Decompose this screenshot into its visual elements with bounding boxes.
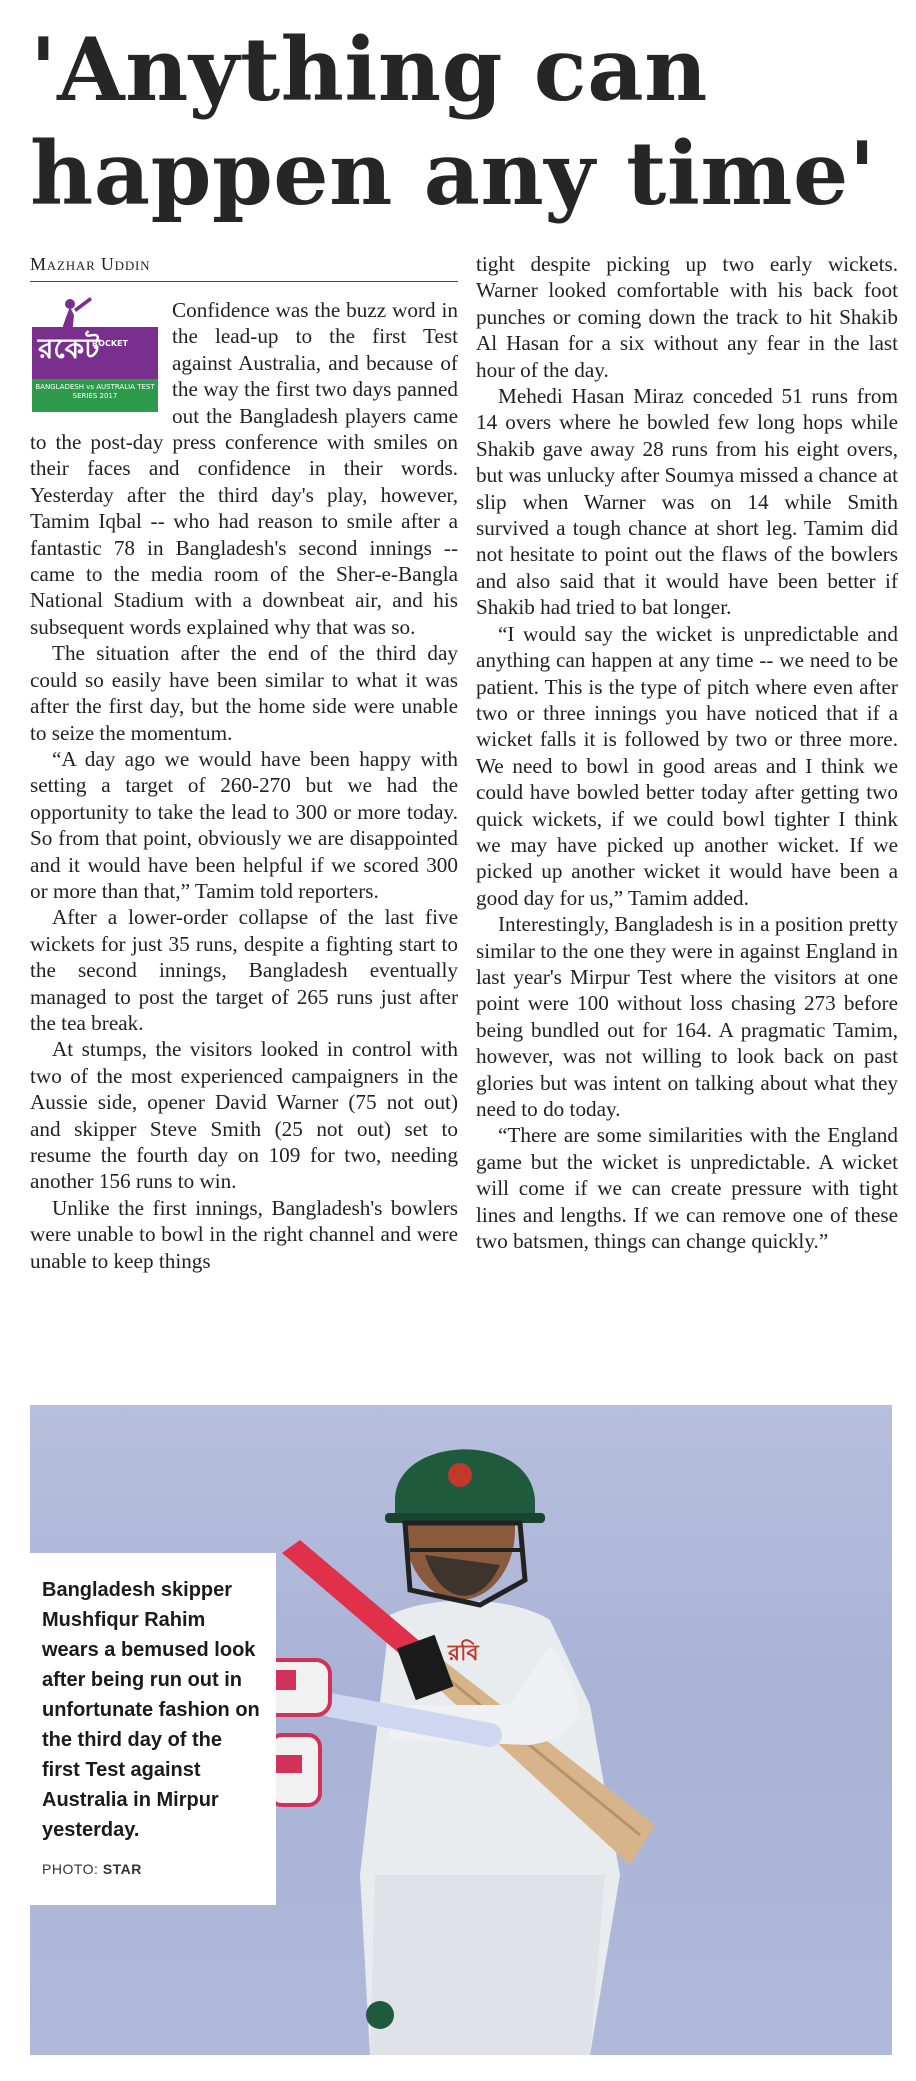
- logo-wordmark: রকেট: [38, 332, 100, 365]
- team-crest-icon: [448, 1463, 472, 1487]
- paragraph: Interestingly, Bangladesh is in a position pretty similar to the one they were in against England in last year's Mirpur Test where the visitors at one point were 100 without loss chasing 273 before being bundled out for 164. A pragmatic Tamim, however, was not willing to look back on past glories but was intent on talking about what they need to do today.: [476, 912, 898, 1121]
- paragraph: At stumps, the visitors looked in control with two of the most experienced campaigners in the Aussie side, opener David Warner (75 not out) and skipper Steve Smith (25 not out) set to resume the fourth day on 109 for two, needing another 156 runs to win.: [30, 1037, 458, 1194]
- paragraph: “There are some similarities with the England game but the wicket is unpredictable. A wicket will come if we can create pressure with tight lines and lengths. If we can remove one of these two batsmen, things can change quickly.”: [476, 1123, 898, 1254]
- photo-caption: Bangladesh skipper Mushfiqur Rahim wears a bemused look after being run out in unfortunate fashion on the third day of the first Test against Australia in Mirpur yesterday.: [42, 1579, 260, 1841]
- byline: Mazhar Uddin: [30, 254, 458, 282]
- photo-caption-box: [30, 1553, 276, 1905]
- paragraph: “I would say the wicket is unpredictable and anything can happen at any time -- we need to be patient. This is the type of pitch where even after two or three innings you have noticed that if a wicket falls it is followed by two or three more. We need to bowl in good areas and I think we could have bowled better today after getting two quick wickets, if we could bowl tighter I think we may have picked up another wicket. If we picked up another wicket it would have been a good day for us,” Tamim added.: [476, 621, 898, 910]
- photo-credit-source: STAR: [102, 1861, 142, 1877]
- sponsor-logo: রবি: [448, 1641, 479, 1666]
- rocket-series-logo: [30, 297, 160, 425]
- article-column-1: [30, 297, 458, 1274]
- photo-credit: [42, 1861, 262, 1877]
- headline: 'Anything can happen any time': [30, 18, 876, 225]
- paragraph: Confidence was the buzz word in the lead-up to the first Test against Australia, and because of the way the first two days panned out the Bangladesh players came to the post-day press conference with smiles on their faces and confidence in their words. Yesterday after the third day's play, however, Tamim Iqbal -- who had reason to smile after a fantastic 78 in Bangladesh's second innings -- came to the media room of the Sher-e-Bangla National Stadium with a downbeat air, and his subsequent words explained why that was so.: [30, 298, 458, 639]
- paragraph: Mehedi Hasan Miraz conceded 51 runs from 14 overs where he bowled few long hops while Shakib gave away 28 runs from his eight overs, but was unlucky after Soumya missed a chance at slip when Warner was on 14 while Smith survived a tough chance at short leg. Tamim did not hesitate to point out the flaws of the bowlers and also said that it would have been better if Shakib had tried to bat longer.: [476, 384, 898, 620]
- paragraph: Unlike the first innings, Bangladesh's bowlers were unable to bowl in the right channel and were unable to keep things: [30, 1195, 458, 1273]
- logo-subtitle: BANGLADESH vs AUSTRALIA TEST SERIES 2017: [35, 383, 155, 400]
- photo-credit-label: PHOTO:: [42, 1861, 99, 1877]
- logo-small-text: ROCKET: [92, 339, 128, 348]
- paragraph: The situation after the end of the third day could so easily have been similar to what it was after the first day, but the home side were unable to seize the momentum.: [30, 641, 458, 745]
- paragraph: “A day ago we would have been happy with setting a target of 260-270 but we had the opportunity to take the lead to 300 or more today. So from that point, obviously we are disappointed and it would have been helpful if we scored 300 or more than that,” Tamim told reporters.: [30, 746, 458, 903]
- paragraph: After a lower-order collapse of the last five wickets for just 35 runs, despite a fighting start to the second innings, Bangladesh eventually managed to post the target of 265 runs just after the tea break.: [30, 905, 458, 1035]
- paragraph: tight despite picking up two early wickets. Warner looked comfortable with his back foot punches or coming down the track to hit Shakib Al Hasan for a six without any fear in the last hour of the day.: [476, 252, 898, 382]
- article-column-2: [476, 251, 898, 1254]
